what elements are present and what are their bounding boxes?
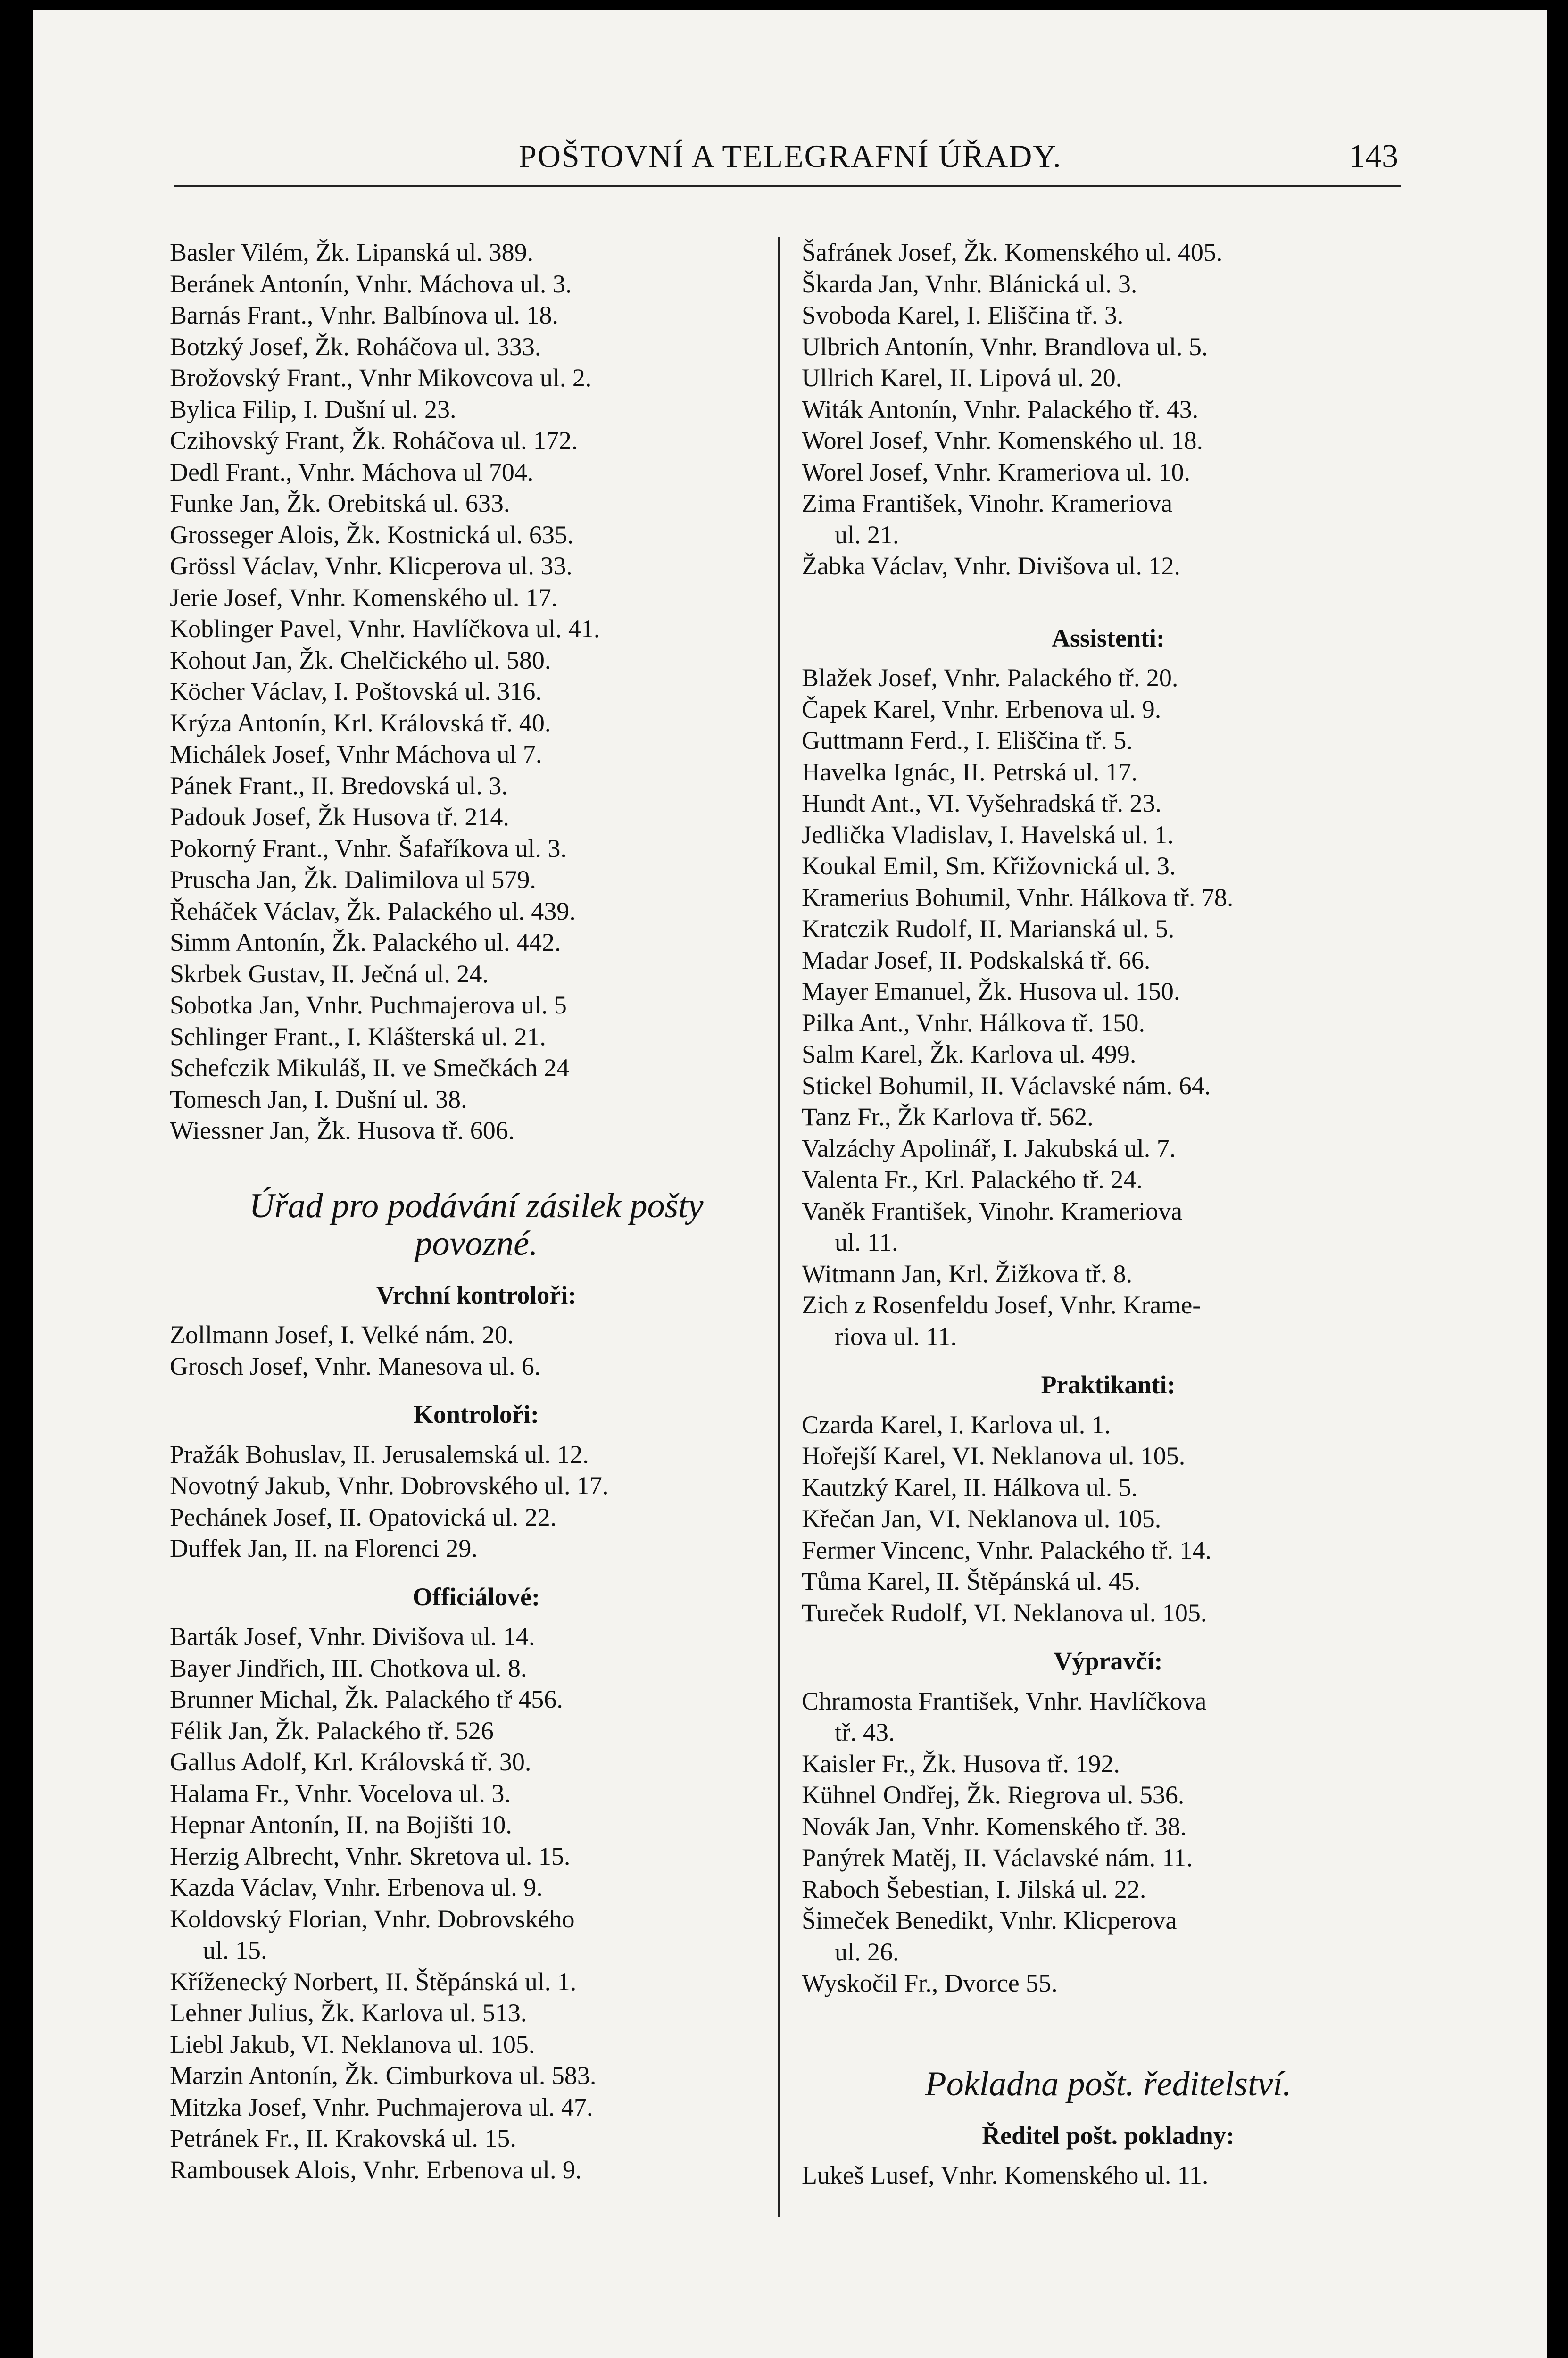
list-item: Kazda Václav, Vnhr. Erbenova ul. 9. xyxy=(170,1873,543,1901)
list-item: Petránek Fr., II. Krakovská ul. 15. xyxy=(170,2124,516,2152)
list-item: Funke Jan, Žk. Orebitská ul. 633. xyxy=(170,489,510,517)
list-item-continuation: ul. 26. xyxy=(835,1937,899,1966)
heading-vypravci: Výpravčí: xyxy=(1054,1647,1163,1675)
list-item: Havelka Ignác, II. Petrská ul. 17. xyxy=(802,757,1138,786)
list-item: Stickel Bohumil, II. Václavské nám. 64. xyxy=(802,1071,1211,1100)
list-item: Botzký Josef, Žk. Roháčova ul. 333. xyxy=(170,332,541,361)
list-item: Guttmann Ferd., I. Eliščina tř. 5. xyxy=(802,726,1133,755)
list-item: Brunner Michal, Žk. Palackého tř 456. xyxy=(170,1685,563,1713)
list-item: Kautzký Karel, II. Hálkova ul. 5. xyxy=(802,1473,1138,1502)
list-item: Grosseger Alois, Žk. Kostnická ul. 635. xyxy=(170,520,574,549)
list-item: Šimeček Benedikt, Vnhr. Klicperova xyxy=(802,1906,1177,1935)
list-item: Schefczik Mikuláš, II. ve Smečkách 24 xyxy=(170,1054,570,1082)
entry-list-left-top xyxy=(170,237,783,1146)
list-item: Ullrich Karel, II. Lipová ul. 20. xyxy=(802,364,1122,392)
list-item: Krýza Antonín, Krl. Královská tř. 40. xyxy=(170,708,551,737)
list-item: Pilka Ant., Vnhr. Hálkova tř. 150. xyxy=(802,1008,1145,1037)
list-item: Koldovský Florian, Vnhr. Dobrovského xyxy=(170,1904,575,1933)
list-item: Čapek Karel, Vnhr. Erbenova ul. 9. xyxy=(802,695,1161,723)
list-item: Pruscha Jan, Žk. Dalimilova ul 579. xyxy=(170,865,536,894)
list-item: Chramosta František, Vnhr. Havlíčkova xyxy=(802,1686,1207,1715)
left-column xyxy=(170,237,783,2185)
list-item: Zima František, Vinohr. Krameriova xyxy=(802,489,1173,517)
list-item: Kohout Jan, Žk. Chelčického ul. 580. xyxy=(170,646,551,674)
list-item: Křečan Jan, VI. Neklanova ul. 105. xyxy=(802,1504,1161,1533)
list-item: Vaněk František, Vinohr. Krameriova xyxy=(802,1196,1183,1225)
list-item: Witák Antonín, Vnhr. Palackého tř. 43. xyxy=(802,395,1199,423)
list-item-continuation: riova ul. 11. xyxy=(835,1322,957,1351)
list-item: Svoboda Karel, I. Eliščina tř. 3. xyxy=(802,301,1124,329)
list-item: Koukal Emil, Sm. Křižovnická ul. 3. xyxy=(802,852,1176,880)
list-item: Worel Josef, Vnhr. Krameriova ul. 10. xyxy=(802,457,1190,486)
list-item-continuation: ul. 15. xyxy=(203,1936,267,1964)
list-item-continuation: ul. 21. xyxy=(835,520,899,549)
list-item: Zich z Rosenfeldu Josef, Vnhr. Krame- xyxy=(802,1291,1201,1319)
list-item-continuation: tř. 43. xyxy=(835,1718,895,1746)
list-item: Bayer Jindřich, III. Chotkova ul. 8. xyxy=(170,1653,527,1682)
list-item: Jedlička Vladislav, I. Havelská ul. 1. xyxy=(802,820,1174,849)
header-rule xyxy=(174,185,1401,187)
list-item: Valzáchy Apolinář, I. Jakubská ul. 7. xyxy=(802,1134,1176,1162)
list-item: Hundt Ant., VI. Vyšehradská tř. 23. xyxy=(802,789,1161,817)
list-item: Duffek Jan, II. na Florenci 29. xyxy=(170,1534,478,1562)
list-item: Zollmann Josef, I. Velké nám. 20. xyxy=(170,1320,514,1349)
list-item: Pokorný Frant., Vnhr. Šafaříkova ul. 3. xyxy=(170,834,567,863)
list-item: Hořejší Karel, VI. Neklanova ul. 105. xyxy=(802,1442,1186,1470)
list-item: Blažek Josef, Vnhr. Palackého tř. 20. xyxy=(802,664,1178,692)
list-item: Hepnar Antonín, II. na Bojišti 10. xyxy=(170,1810,512,1839)
book-page xyxy=(33,10,1547,2358)
list-item: Škarda Jan, Vnhr. Blánická ul. 3. xyxy=(802,269,1137,298)
list-item: Beránek Antonín, Vnhr. Máchova ul. 3. xyxy=(170,269,572,298)
list-item: Grosch Josef, Vnhr. Manesova ul. 6. xyxy=(170,1352,541,1380)
list-item: Bylica Filip, I. Dušní ul. 23. xyxy=(170,395,456,423)
list-item: Tomesch Jan, I. Dušní ul. 38. xyxy=(170,1085,467,1113)
list-item: Barták Josef, Vnhr. Divišova ul. 14. xyxy=(170,1622,535,1651)
list-item: Kaisler Fr., Žk. Husova tř. 192. xyxy=(802,1749,1120,1778)
office-title-cont: povozné. xyxy=(415,1224,538,1263)
list-item: Liebl Jakub, VI. Neklanova ul. 105. xyxy=(170,2030,535,2059)
list-item: Marzin Antonín, Žk. Cimburkova ul. 583. xyxy=(170,2061,597,2090)
page-header xyxy=(481,138,1424,180)
list-item: Herzig Albrecht, Vnhr. Skretova ul. 15. xyxy=(170,1842,571,1870)
list-item: Pechánek Josef, II. Opatovická ul. 22. xyxy=(170,1503,557,1531)
list-item: Novák Jan, Vnhr. Komenského tř. 38. xyxy=(802,1812,1187,1841)
heading-assistenti: Assistenti: xyxy=(1052,623,1165,652)
list-item: Félik Jan, Žk. Palackého tř. 526 xyxy=(170,1716,494,1745)
list-item: Wiessner Jan, Žk. Husova tř. 606. xyxy=(170,1116,515,1145)
list-item: Dedl Frant., Vnhr. Máchova ul 704. xyxy=(170,457,534,486)
list-item: Raboch Šebestian, I. Jilská ul. 22. xyxy=(802,1875,1146,1903)
list-item: Padouk Josef, Žk Husova tř. 214. xyxy=(170,803,509,831)
list-item: Brožovský Frant., Vnhr Mikovcova ul. 2. xyxy=(170,364,592,392)
list-item: Schlinger Frant., I. Klášterská ul. 21. xyxy=(170,1022,546,1051)
list-item: Madar Josef, II. Podskalská tř. 66. xyxy=(802,946,1151,974)
list-item: Köcher Václav, I. Poštovská ul. 316. xyxy=(170,677,542,706)
list-item: Czihovský Frant, Žk. Roháčova ul. 172. xyxy=(170,426,578,455)
list-item: Lehner Julius, Žk. Karlova ul. 513. xyxy=(170,1999,527,2027)
list-item: Grössl Václav, Vnhr. Klicperova ul. 33. xyxy=(170,552,572,580)
list-item: Mitzka Josef, Vnhr. Puchmajerova ul. 47. xyxy=(170,2092,593,2121)
list-item: Skrbek Gustav, II. Ječná ul. 24. xyxy=(170,959,489,988)
heading-praktikanti: Praktikanti: xyxy=(1041,1370,1176,1399)
list-item: Mayer Emanuel, Žk. Husova ul. 150. xyxy=(802,977,1180,1005)
list-item: Šafránek Josef, Žk. Komenského ul. 405. xyxy=(802,238,1223,266)
list-item: Řeháček Václav, Žk. Palackého ul. 439. xyxy=(170,897,576,925)
list-item: Czarda Karel, I. Karlova ul. 1. xyxy=(802,1410,1111,1439)
list-item: Tůma Karel, II. Štěpánská ul. 45. xyxy=(802,1567,1141,1595)
heading-reditel-pokladny: Ředitel pošt. pokladny: xyxy=(982,2121,1235,2150)
list-item: Salm Karel, Žk. Karlova ul. 499. xyxy=(802,1040,1137,1068)
heading-kontrolori: Kontroloři: xyxy=(414,1400,539,1428)
list-item: Basler Vilém, Žk. Lipanská ul. 389. xyxy=(170,238,534,266)
list-item: Jerie Josef, Vnhr. Komenského ul. 17. xyxy=(170,583,558,612)
list-item: Kříženecký Norbert, II. Štěpánská ul. 1. xyxy=(170,1967,577,1996)
heading-officialove: Officiálové: xyxy=(413,1582,540,1611)
list-item: Tanz Fr., Žk Karlova tř. 562. xyxy=(802,1103,1094,1131)
list-item-continuation: ul. 11. xyxy=(835,1228,898,1256)
list-item: Barnás Frant., Vnhr. Balbínova ul. 18. xyxy=(170,301,558,329)
list-item: Koblinger Pavel, Vnhr. Havlíčkova ul. 41. xyxy=(170,614,600,643)
list-item: Kühnel Ondřej, Žk. Riegrova ul. 536. xyxy=(802,1781,1185,1809)
list-item: Sobotka Jan, Vnhr. Puchmajerova ul. 5 xyxy=(170,991,567,1019)
list-item: Tureček Rudolf, VI. Neklanova ul. 105. xyxy=(802,1598,1207,1627)
list-item: Valenta Fr., Krl. Palackého tř. 24. xyxy=(802,1165,1143,1194)
list-item: Michálek Josef, Vnhr Máchova ul 7. xyxy=(170,740,542,768)
page-number: 143 xyxy=(1349,138,1398,174)
heading-vrchni-kontrolori: Vrchní kontroloři: xyxy=(376,1280,577,1309)
list-item: Pánek Frant., II. Bredovská ul. 3. xyxy=(170,771,508,800)
list-item: Rambousek Alois, Vnhr. Erbenova ul. 9. xyxy=(170,2155,582,2184)
list-item: Wyskočil Fr., Dvorce 55. xyxy=(802,1969,1058,1997)
list-item: Novotný Jakub, Vnhr. Dobrovského ul. 17. xyxy=(170,1471,609,1500)
list-item: Ulbrich Antonín, Vnhr. Brandlova ul. 5. xyxy=(802,332,1208,361)
office-title: Úřad pro podávání zásilek pošty xyxy=(249,1186,704,1225)
list-item: Halama Fr., Vnhr. Vocelova ul. 3. xyxy=(170,1779,511,1808)
list-item: Žabka Václav, Vnhr. Divišova ul. 12. xyxy=(802,552,1180,580)
list-item: Kratczik Rudolf, II. Marianská ul. 5. xyxy=(802,914,1175,943)
list-item: Witmann Jan, Krl. Žižkova tř. 8. xyxy=(802,1259,1133,1288)
list-item: Kramerius Bohumil, Vnhr. Hálkova tř. 78. xyxy=(802,883,1234,912)
list-item: Gallus Adolf, Krl. Královská tř. 30. xyxy=(170,1748,531,1776)
running-title: POŠTOVNÍ A TELEGRAFNÍ ÚŘADY. xyxy=(519,138,1062,174)
pokladna-title: Pokladna pošt. ředitelství. xyxy=(925,2064,1292,2103)
right-column xyxy=(802,237,1415,2191)
list-item: Panýrek Matěj, II. Václavské nám. 11. xyxy=(802,1843,1193,1872)
list-item: Simm Antonín, Žk. Palackého ul. 442. xyxy=(170,928,561,956)
list-item: Fermer Vincenc, Vnhr. Palackého tř. 14. xyxy=(802,1536,1212,1564)
list-item: Lukeš Lusef, Vnhr. Komenského ul. 11. xyxy=(802,2161,1209,2189)
list-item: Worel Josef, Vnhr. Komenského ul. 18. xyxy=(802,426,1203,455)
list-item: Pražák Bohuslav, II. Jerusalemská ul. 12. xyxy=(170,1440,589,1469)
